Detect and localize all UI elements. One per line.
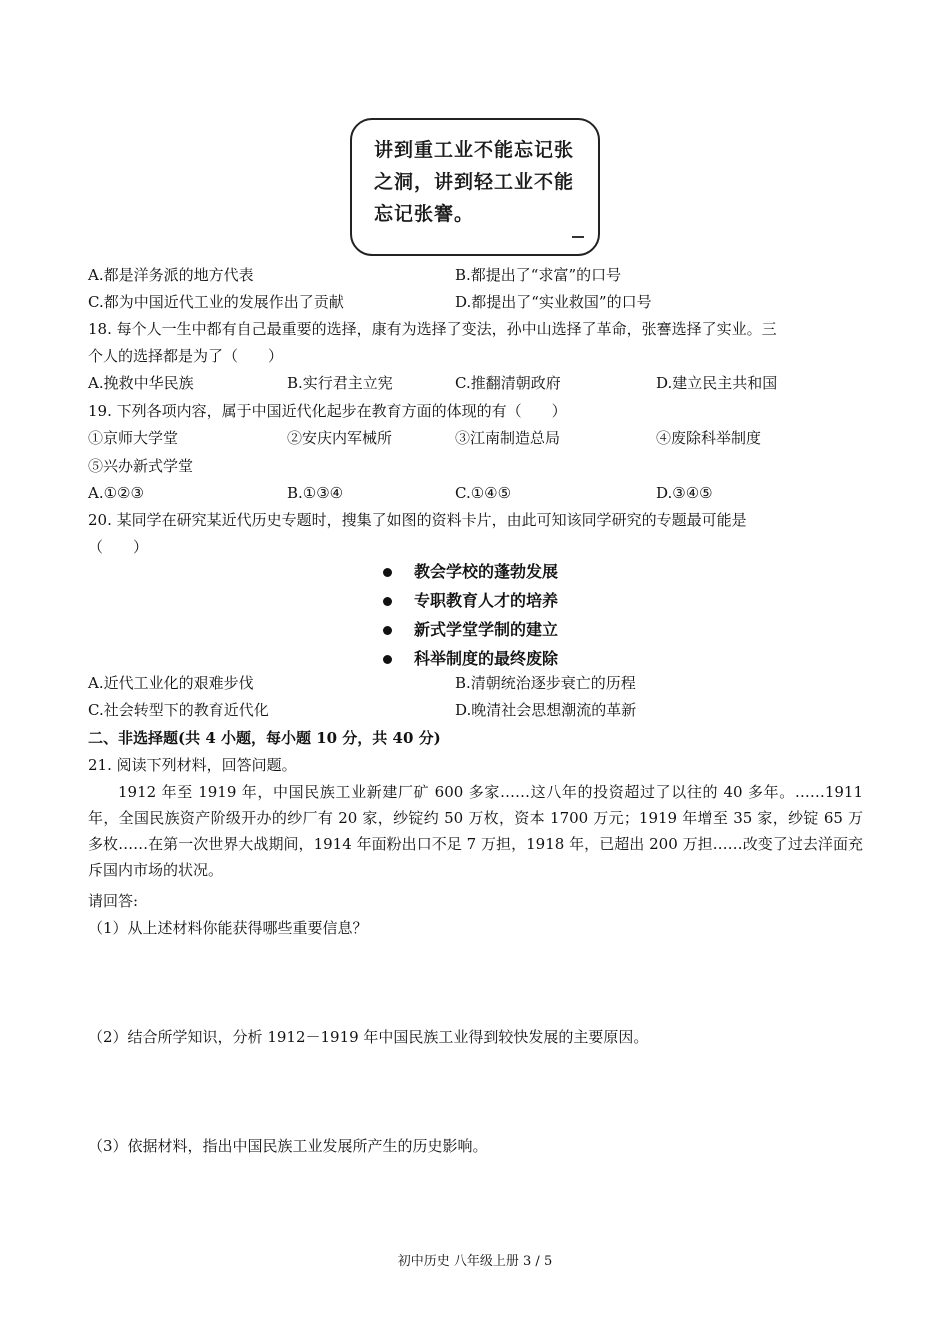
- q20-option-a: A.近代工业化的艰难步伐: [88, 674, 254, 692]
- q19-option-c: C.①④⑤: [455, 484, 512, 502]
- q19-option-a: A.①②③: [88, 484, 144, 502]
- page-footer: 初中历史 八年级上册 3 / 5: [397, 1254, 553, 1269]
- quote-bubble-text: 讲到重工业不能忘记张之洞，讲到轻工业不能忘记张謇。: [374, 139, 575, 225]
- q21-sub-question-3: （3）依据材料，指出中国民族工业发展所产生的历史影响。: [88, 1137, 488, 1155]
- q19-item-4: ④废除科举制度: [656, 429, 762, 447]
- bullet-dot-icon: [383, 597, 392, 606]
- q20-option-d: D.晚清社会思想潮流的革新: [455, 701, 637, 719]
- q19-stem: 19. 下列各项内容，属于中国近代化起步在教育方面的体现的有（ ）: [88, 402, 567, 420]
- q18-option-d: D.建立民主共和国: [656, 374, 778, 392]
- q19-item-1: ①京师大学堂: [88, 429, 179, 447]
- section-heading: 二、非选择题(共 4 小题，每小题 10 分，共 40 分): [88, 729, 441, 747]
- q21-stem: 21. 阅读下列材料，回答问题。: [88, 756, 297, 774]
- q17-option-c: C.都为中国近代工业的发展作出了贡献: [88, 293, 344, 311]
- q18-stem-line1: 18. 每个人一生中都有自己最重要的选择，康有为选择了变法，孙中山选择了革命，张謇选择了实业。三: [88, 320, 777, 338]
- card-item-text: 科举制度的最终废除: [414, 649, 559, 668]
- q21-material: [88, 779, 863, 883]
- q19-item-3: ③江南制造总局: [455, 429, 561, 447]
- bullet-dot-icon: [383, 568, 392, 577]
- q21-material-text: 1912 年至 1919 年，中国民族工业新建厂矿 600 多家……这八年的投资超过了以往的 40 多年。……1911 年，全国民族资产阶级开办的纱厂有 20 家，纱锭约 50 万枚，资本 1700 万元；1919 年增至 35 家，纱锭 65 万多枚……在第一次世界大战期间，1914 年面粉出口不足 7 万担，1918 年，已超出 200 万担……改变了过去洋面充斥国内市场的状况。: [88, 783, 863, 879]
- card-item-text: 专职教育人才的培养: [414, 591, 559, 610]
- q20-stem-line1: 20. 某同学在研究某近代历史专题时，搜集了如图的资料卡片，由此可知该同学研究的专题最可能是: [88, 511, 747, 529]
- q21-sub-question-1: （1）从上述材料你能获得哪些重要信息？: [88, 919, 368, 937]
- quote-bubble: [350, 118, 600, 256]
- card-item-text: 新式学堂学制的建立: [414, 620, 559, 639]
- q19-item-2: ②安庆内军械所: [287, 429, 393, 447]
- q19-option-b: B.①③④: [287, 484, 344, 502]
- q18-option-b: B.实行君主立宪: [287, 374, 393, 392]
- q17-option-b: B.都提出了“求富”的口号: [455, 266, 622, 284]
- q20-option-c: C.社会转型下的教育近代化: [88, 701, 269, 719]
- q18-option-a: A.挽救中华民族: [88, 374, 194, 392]
- q19-option-d: D.③④⑤: [656, 484, 713, 502]
- q18-option-c: C.推翻清朝政府: [455, 374, 561, 392]
- q19-item-5: ⑤兴办新式学堂: [88, 457, 194, 475]
- q20-option-b: B.清朝统治逐步衰亡的历程: [455, 674, 636, 692]
- q18-stem-line2: 个人的选择都是为了（ ）: [88, 347, 284, 365]
- q17-option-a: A.都是洋务派的地方代表: [88, 266, 254, 284]
- bubble-tail-mark: [572, 236, 584, 244]
- card-item-text: 教会学校的蓬勃发展: [414, 562, 559, 581]
- q20-stem-line2: （ ）: [88, 538, 149, 556]
- q21-prompt: 请回答:: [88, 892, 139, 910]
- q21-sub-question-2: （2）结合所学知识，分析 1912－1919 年中国民族工业得到较快发展的主要原因。: [88, 1028, 649, 1046]
- bullet-dot-icon: [383, 655, 392, 664]
- q17-option-d: D.都提出了“实业救国”的口号: [455, 293, 652, 311]
- bullet-dot-icon: [383, 626, 392, 635]
